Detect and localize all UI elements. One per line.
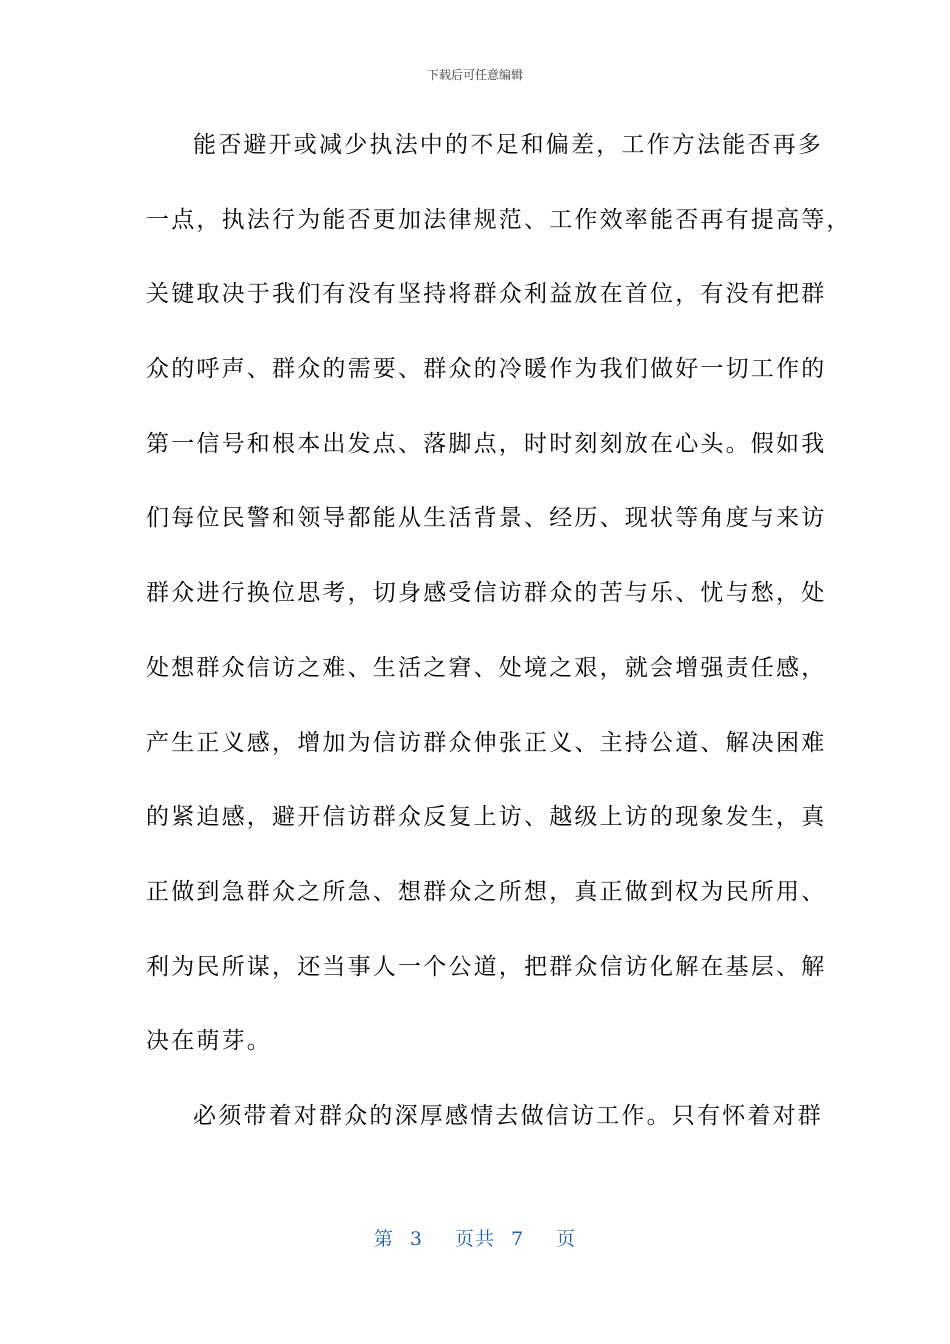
text-line: 众的呼声、群众的需要、群众的冷暖作为我们做好一切工作的 [146, 356, 827, 383]
text-line: 第一信号和根本出发点、落脚点，时时刻刻放在心头。假如我 [146, 430, 827, 457]
text-line: 正做到急群众之所急、想群众之所想，真正做到权为民所用、 [146, 878, 827, 905]
text-line: 们每位民警和领导都能从生活背景、经历、现状等角度与来访 [146, 505, 827, 532]
text-line: 的紧迫感，避开信访群众反复上访、越级上访的现象发生，真 [146, 804, 827, 831]
total-page-count: 7 [511, 1228, 525, 1250]
text-line: 产生正义感，增加为信访群众伸张正义、主持公道、解决困难 [146, 729, 827, 756]
text-line: 必须带着对群众的深厚感情去做信访工作。只有怀着对群 [193, 1102, 823, 1129]
text-line: 决在萌芽。 [146, 1028, 272, 1055]
page-header: 下载后可任意编辑 [426, 68, 523, 82]
footer-prefix: 第 [373, 1228, 394, 1250]
current-page-number: 3 [409, 1228, 423, 1250]
text-line: 群众进行换位思考，切身感受信访群众的苦与乐、忧与愁，处 [146, 580, 827, 607]
text-line: 利为民所谋，还当事人一个公道，把群众信访化解在基层、解 [146, 953, 827, 980]
text-line: 一点，执法行为能否更加法律规范、工作效率能否再有提高等， [146, 206, 852, 233]
footer-middle: 页共 [454, 1228, 495, 1250]
page-footer [0, 1226, 950, 1252]
document-body [146, 128, 852, 1174]
text-line: 能否避开或减少执法中的不足和偏差，工作方法能否再多 [193, 132, 823, 158]
text-line: 处想群众信访之难、生活之窘、处境之艰，就会增强责任感， [146, 654, 827, 681]
text-line: 关键取决于我们有没有坚持将群众利益放在首位，有没有把群 [146, 281, 827, 308]
footer-suffix: 页 [556, 1228, 577, 1250]
